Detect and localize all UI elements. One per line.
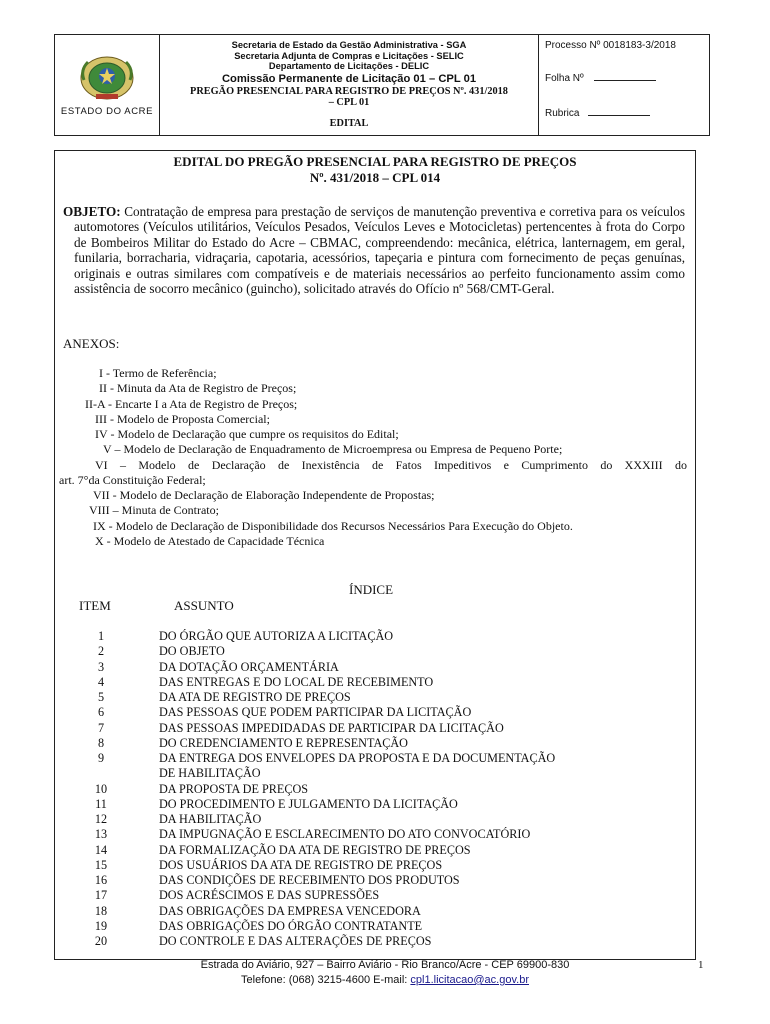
objeto-label: OBJETO: bbox=[63, 204, 121, 219]
indice-item-number: 11 bbox=[95, 796, 107, 811]
indice-item-subject: DO CONTROLE E DAS ALTERAÇÕES DE PREÇOS bbox=[159, 934, 432, 948]
indice-item-subject: DO CREDENCIAMENTO E REPRESENTAÇÃO bbox=[159, 735, 408, 750]
header-line-secretaria: Secretaria de Estado da Gestão Administrativa - SGA bbox=[231, 40, 467, 50]
indice-item-subject: DA IMPUGNAÇÃO E ESCLARECIMENTO DO ATO CONVOCATÓRIO bbox=[159, 827, 531, 842]
processo-number: Processo Nº 0018183-3/2018 bbox=[545, 40, 676, 51]
annex-item: VIII – Minuta de Contrato; bbox=[89, 503, 219, 517]
page-number: 1 bbox=[698, 959, 704, 971]
rubrica-label: Rubrica bbox=[545, 108, 580, 119]
header-line-edital: EDITAL bbox=[329, 117, 369, 129]
document-body bbox=[54, 150, 696, 960]
edital-title bbox=[55, 154, 695, 185]
indice-item-subject: DE HABILITAÇÃO bbox=[159, 766, 261, 781]
logo-label: ESTADO DO ACRE bbox=[60, 105, 154, 117]
indice-item-subject: DA PROPOSTA DE PREÇOS bbox=[159, 781, 309, 796]
edital-title-line1: EDITAL DO PREGÃO PRESENCIAL PARA REGISTRO DE PREÇOS bbox=[173, 154, 577, 169]
indice-item-number: 9 bbox=[97, 751, 105, 765]
annex-item: II - Minuta da Ata de Registro de Preços; bbox=[99, 381, 297, 395]
indice-item-number: 14 bbox=[94, 842, 108, 857]
indice-item-subject: DAS CONDIÇÕES DE RECEBIMENTO DOS PRODUTOS bbox=[159, 873, 460, 887]
indice-item-number: 18 bbox=[94, 903, 108, 918]
annex-item: VI – Modelo de Declaração de Inexistência de Fatos Impeditivos e Cumprimento do XXXIII do bbox=[95, 458, 687, 472]
rubrica-field bbox=[545, 106, 703, 119]
indice-item-number: 12 bbox=[94, 812, 108, 826]
header-logo-cell bbox=[55, 35, 160, 135]
indice-item-number: 6 bbox=[97, 705, 105, 720]
document-header bbox=[54, 34, 710, 136]
indice-item-number: 3 bbox=[97, 659, 105, 674]
indice-item-subject: DA HABILITAÇÃO bbox=[159, 812, 262, 826]
indice-item-subject: DA DOTAÇÃO ORÇAMENTÁRIA bbox=[159, 659, 339, 674]
header-title-cell bbox=[160, 35, 539, 135]
annex-item: X - Modelo de Atestado de Capacidade Técnica bbox=[95, 534, 325, 548]
state-coat-of-arms-icon bbox=[76, 54, 138, 102]
objeto-text: Contratação de empresa para prestação de serviços de manutenção preventiva e corretiva para os veículos automotores (Veículos utilitários, Veículos Pesados, Veículos Leves e Motocicletas) pertencentes à frota do Corpo de Bombeiros Militar do Estado do Acre – CBMAC, compreendendo: mecânica, elétrica, lanternagem, em geral, funilaria, borracharia, vidraçaria, capotaria, acessórios, tapeçaria e pintura com fornecimento de peças genuínas, originais e outras similares com compatíveis e de materiais necessários ao perfeito funcionamento assim como assistência de socorro mecânico (guincho), solicitado através do Ofício nº 568/CMT-Geral. bbox=[74, 204, 686, 297]
indice-item-subject: DAS PESSOAS QUE PODEM PARTICIPAR DA LICITAÇÃO bbox=[159, 705, 472, 720]
annex-item: III - Modelo de Proposta Comercial; bbox=[95, 412, 270, 426]
indice-item-subject: DA ATA DE REGISTRO DE PREÇOS bbox=[159, 690, 351, 704]
footer-contact bbox=[0, 973, 770, 988]
indice-item-subject: DO PROCEDIMENTO E JULGAMENTO DA LICITAÇÃO bbox=[159, 796, 458, 811]
header-process-cell bbox=[539, 35, 709, 135]
indice-item-subject: DOS USUÁRIOS DA ATA DE REGISTRO DE PREÇOS bbox=[159, 857, 443, 872]
indice-item-subject: DO ÓRGÃO QUE AUTORIZA A LICITAÇÃO bbox=[159, 629, 394, 643]
annex-item: IX - Modelo de Declaração de Disponibilidade dos Recursos Necessários Para Execução do Objeto. bbox=[93, 519, 573, 533]
indice-item-subject: DAS OBRIGAÇÕES DA EMPRESA VENCEDORA bbox=[159, 903, 421, 918]
edital-title-line2: Nº. 431/2018 – CPL 014 bbox=[309, 169, 441, 185]
indice-item-subject: DA FORMALIZAÇÃO DA ATA DE REGISTRO DE PREÇOS bbox=[159, 842, 471, 857]
indice-item-number: 8 bbox=[97, 735, 105, 750]
header-line-pregao: PREGÃO PRESENCIAL PARA REGISTRO DE PREÇOS Nº. 431/2018 bbox=[190, 85, 508, 97]
header-line-comissao: Comissão Permanente de Licitação 01 – CPL 01 bbox=[221, 72, 477, 85]
indice-item-subject: DO OBJETO bbox=[159, 644, 225, 659]
indice-item-subject: DAS PESSOAS IMPEDIDADAS DE PARTICIPAR DA LICITAÇÃO bbox=[159, 720, 504, 735]
indice-col-item: ITEM bbox=[79, 598, 111, 613]
objeto-paragraph bbox=[63, 204, 685, 296]
indice-item-number: 20 bbox=[94, 934, 108, 948]
annex-item: VII - Modelo de Declaração de Elaboração Independente de Propostas; bbox=[93, 488, 435, 502]
indice-item-number: 5 bbox=[97, 690, 105, 704]
indice-item-subject: DAS ENTREGAS E DO LOCAL DE RECEBIMENTO bbox=[159, 674, 434, 689]
annex-item: IV - Modelo de Declaração que cumpre os requisitos do Edital; bbox=[95, 427, 399, 441]
footer-address: Estrada do Aviário, 927 – Bairro Aviário - Rio Branco/Acre - CEP 69900-830 bbox=[200, 959, 570, 971]
header-line-pregao-cont: – CPL 01 bbox=[328, 97, 370, 108]
folha-field bbox=[545, 71, 703, 84]
indice-item-number: 1 bbox=[97, 629, 105, 643]
indice-item-number: 10 bbox=[94, 781, 108, 796]
indice-heading: ÍNDICE bbox=[349, 582, 394, 597]
header-line-departamento: Departamento de Licitações - DELIC bbox=[268, 61, 430, 71]
folha-label: Folha Nº bbox=[545, 73, 584, 84]
folha-blank-line bbox=[594, 71, 656, 81]
indice-item-number: 4 bbox=[97, 674, 105, 689]
indice-item-number: 15 bbox=[94, 857, 108, 872]
indice-item-subject: DOS ACRÉSCIMOS E DAS SUPRESSÕES bbox=[159, 888, 380, 903]
header-line-secretaria-adjunta: Secretaria Adjunta de Compras e Licitações - SELIC bbox=[234, 50, 464, 61]
indice-item-number: 16 bbox=[94, 873, 108, 887]
indice-item-number: 17 bbox=[94, 888, 108, 903]
indice-item-number: 7 bbox=[97, 720, 105, 735]
annex-item: I - Termo de Referência; bbox=[99, 366, 217, 380]
rubrica-blank-line bbox=[588, 106, 650, 116]
annex-item: V – Modelo de Declaração de Enquadramento de Microempresa ou Empresa de Pequeno Porte; bbox=[103, 442, 563, 456]
indice-item-number: 13 bbox=[94, 827, 108, 842]
annex-item: II-A - Encarte I a Ata de Registro de Preços; bbox=[85, 397, 298, 411]
indice-item-number: 2 bbox=[97, 644, 105, 659]
footer-email-link[interactable]: cpl1.licitacao@ac.gov.br bbox=[410, 974, 529, 986]
indice-item-number: 19 bbox=[94, 918, 108, 933]
annex-item: art. 7°da Constituição Federal; bbox=[59, 473, 206, 487]
indice-col-assunto: ASSUNTO bbox=[174, 598, 234, 613]
indice-item-subject: DA ENTREGA DOS ENVELOPES DA PROPOSTA E DA DOCUMENTAÇÃO bbox=[159, 751, 556, 765]
indice-item-subject: DAS OBRIGAÇÕES DO ÓRGÃO CONTRATANTE bbox=[159, 918, 423, 933]
anexos-heading: ANEXOS: bbox=[63, 336, 120, 351]
footer-phone: Telefone: (068) 3215-4600 E-mail: bbox=[241, 974, 408, 986]
